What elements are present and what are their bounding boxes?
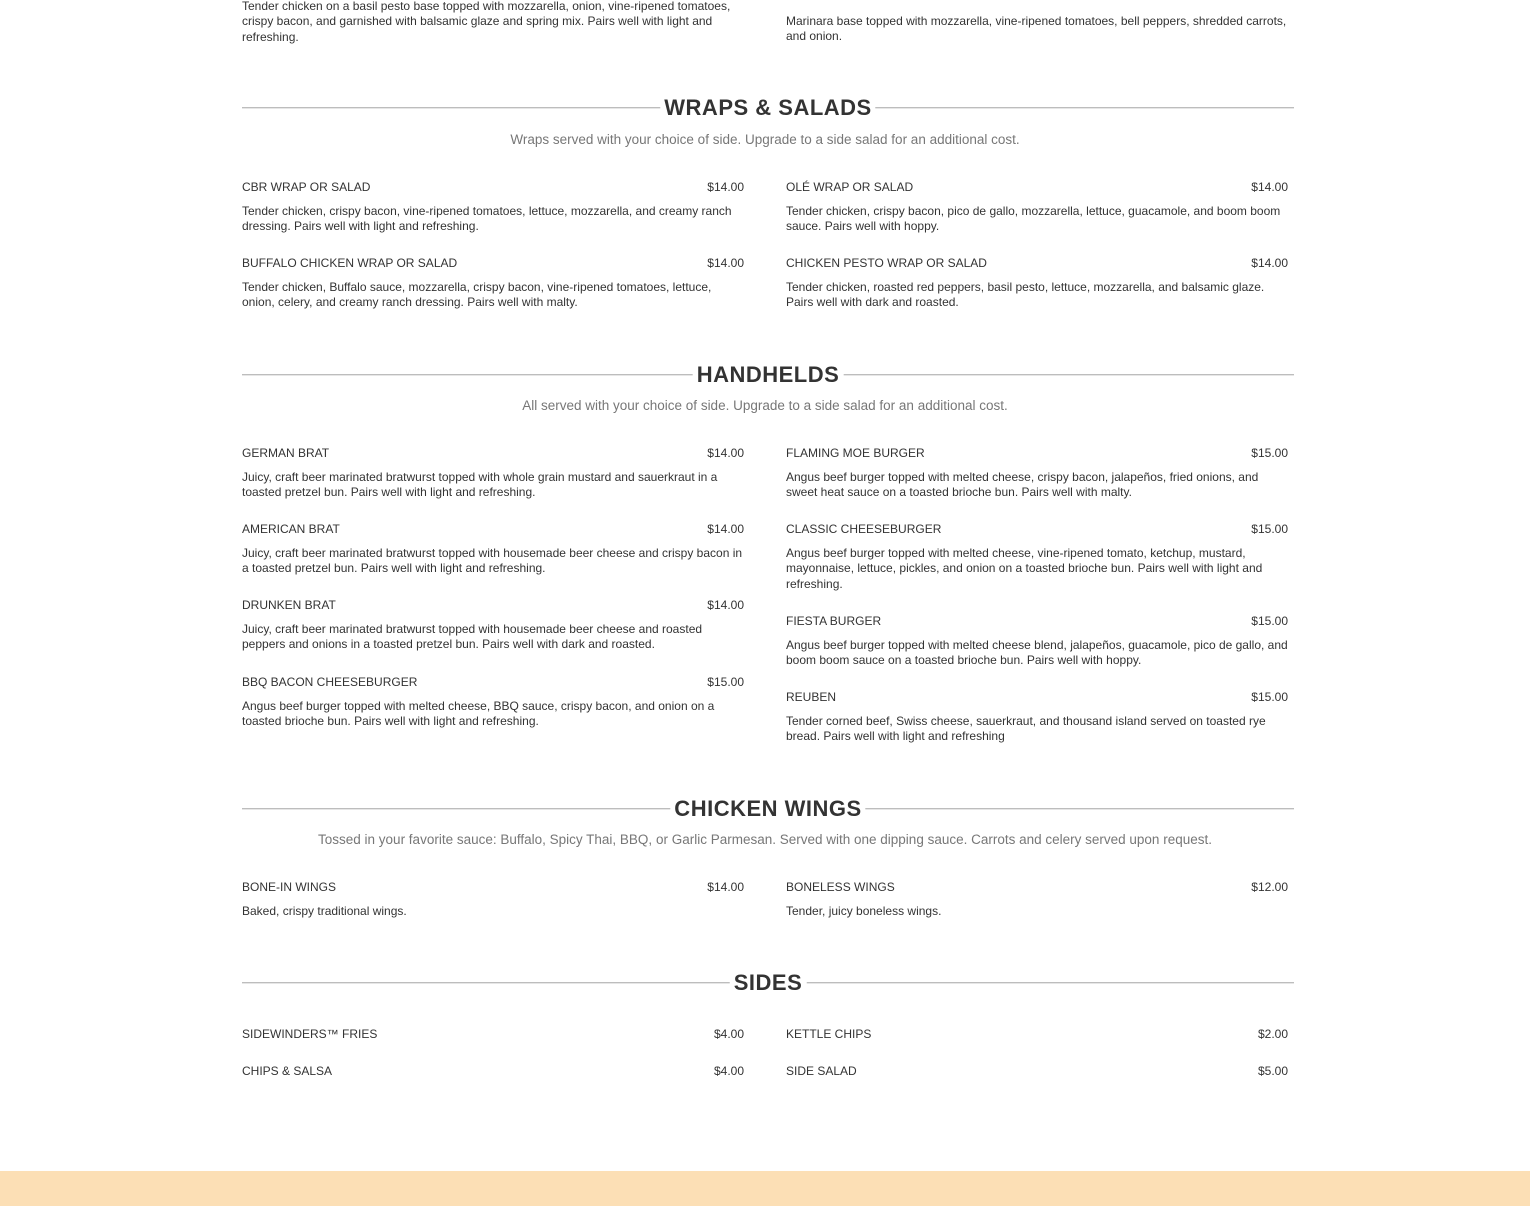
section-header-wings	[242, 794, 1294, 824]
section-header-wraps	[242, 93, 1294, 123]
item-description: Marinara base topped with mozzarella, vine-ripened tomatoes, bell peppers, shredded carrots, and onion.	[786, 14, 1287, 44]
item-description: Baked, crispy traditional wings.	[242, 904, 407, 918]
item-price: $4.00	[713, 1027, 744, 1041]
menu-item	[242, 1027, 744, 1041]
item-name: CHICKEN PESTO WRAP OR SALAD	[786, 256, 987, 270]
item-description: Angus beef burger topped with melted cheese, BBQ sauce, crispy bacon, and onion on a toasted brioche bun. Pairs well with light and refreshing.	[242, 699, 715, 729]
menu-item	[786, 1064, 1288, 1078]
item-name: BBQ BACON CHEESEBURGER	[242, 675, 418, 689]
item-price: $15.00	[1251, 690, 1288, 704]
item-description: Angus beef burger topped with melted cheese, crispy bacon, jalapeños, fried onions, and sweet heat sauce on a toasted brioche bun. Pairs well with malty.	[786, 470, 1259, 500]
item-name: BONELESS WINGS	[786, 880, 895, 894]
item-price: $14.00	[707, 446, 744, 460]
item-name: SIDEWINDERS™ FRIES	[242, 1027, 378, 1041]
menu-item	[242, 446, 744, 501]
item-name: SIDE SALAD	[786, 1064, 857, 1078]
item-description: Tender chicken, Buffalo sauce, mozzarella, crispy bacon, vine-ripened tomatoes, lettuce, onion, celery, and creamy ranch dressing. Pairs well with malty.	[242, 280, 712, 310]
section-header-sides	[242, 968, 1294, 998]
section-subtitle: Wraps served with your choice of side. Upgrade to a side salad for an additional cost.	[510, 132, 1020, 147]
section-subtitle: Tossed in your favorite sauce: Buffalo, Spicy Thai, BBQ, or Garlic Parmesan. Served with one dipping sauce. Carrots and celery served upon request.	[318, 832, 1212, 847]
item-price: $2.00	[1257, 1027, 1288, 1041]
item-price: $15.00	[1251, 522, 1288, 536]
item-price: $14.00	[707, 598, 744, 612]
item-price: $14.00	[707, 880, 744, 894]
menu-item	[786, 446, 1288, 501]
menu-item	[786, 180, 1288, 235]
section-subtitle: All served with your choice of side. Upgrade to a side salad for an additional cost.	[522, 398, 1008, 413]
item-price: $14.00	[1251, 256, 1288, 270]
menu-item	[242, 880, 744, 919]
menu-item	[786, 522, 1288, 592]
section-title: CHICKEN WINGS	[670, 794, 865, 824]
item-price: $12.00	[1251, 880, 1288, 894]
item-name: DRUNKEN BRAT	[242, 598, 336, 612]
item-description: Tender chicken, roasted red peppers, basil pesto, lettuce, mozzarella, and balsamic glaze. Pairs well with dark and roasted.	[786, 280, 1265, 310]
item-price: $15.00	[1251, 614, 1288, 628]
item-price: $14.00	[707, 522, 744, 536]
item-description: Tender corned beef, Swiss cheese, sauerkraut, and thousand island served on toasted rye bread. Pairs well with light and refreshing	[786, 714, 1266, 744]
item-name: OLÉ WRAP OR SALAD	[786, 180, 914, 194]
item-description: Angus beef burger topped with melted cheese, vine-ripened tomato, ketchup, mustard, mayonnaise, lettuce, pickles, and onion on a toasted brioche bun. Pairs well with light and refreshing.	[786, 546, 1263, 591]
item-description: Tender chicken on a basil pesto base topped with mozzarella, onion, vine-ripened tomatoes, crispy bacon, and garnished with balsamic glaze and spring mix. Pairs well with light and refreshing.	[242, 0, 731, 44]
footer-bar	[0, 1171, 1530, 1206]
menu-item	[242, 522, 744, 577]
item-price: $14.00	[707, 256, 744, 270]
item-price: $4.00	[713, 1064, 744, 1078]
item-name: KETTLE CHIPS	[786, 1027, 872, 1041]
item-price: $15.00	[707, 675, 744, 689]
item-name: CHIPS & SALSA	[242, 1064, 333, 1078]
menu-item	[786, 1027, 1288, 1041]
menu-item	[242, 180, 744, 235]
item-description: Angus beef burger topped with melted cheese blend, jalapeños, guacamole, pico de gallo, and boom boom sauce on a toasted brioche bun. Pairs well with hoppy.	[786, 638, 1288, 668]
section-title: WRAPS & SALADS	[660, 93, 875, 123]
item-description: Juicy, craft beer marinated bratwurst topped with housemade beer cheese and crispy bacon in a toasted pretzel bun. Pairs well with light and refreshing.	[242, 546, 743, 576]
item-name: BUFFALO CHICKEN WRAP OR SALAD	[242, 256, 458, 270]
item-name: AMERICAN BRAT	[242, 522, 340, 536]
item-description: Juicy, craft beer marinated bratwurst topped with whole grain mustard and sauerkraut in a toasted pretzel bun. Pairs well with light and refreshing.	[242, 470, 718, 500]
item-price: $15.00	[1251, 446, 1288, 460]
item-name: CLASSIC CHEESEBURGER	[786, 522, 942, 536]
item-price: $14.00	[1251, 180, 1288, 194]
menu-item	[242, 675, 744, 730]
item-name: REUBEN	[786, 690, 837, 704]
menu-item	[786, 614, 1288, 669]
menu-item	[786, 880, 1288, 919]
item-name: FLAMING MOE BURGER	[786, 446, 925, 460]
menu-item	[242, 256, 744, 311]
menu-item	[786, 690, 1288, 745]
item-description: Tender chicken, crispy bacon, vine-ripened tomatoes, lettuce, mozzarella, and creamy ranch dressing. Pairs well with light and refreshing.	[242, 204, 732, 234]
menu-item	[242, 0, 744, 45]
item-description: Juicy, craft beer marinated bratwurst topped with housemade beer cheese and roasted peppers and onions in a toasted pretzel bun. Pairs well with dark and roasted.	[242, 622, 703, 652]
section-title: SIDES	[730, 968, 807, 998]
item-name: BONE-IN WINGS	[242, 880, 337, 894]
menu-item	[786, 256, 1288, 311]
item-name: CBR WRAP OR SALAD	[242, 180, 371, 194]
menu-item	[242, 598, 744, 653]
item-description: Tender chicken, crispy bacon, pico de gallo, mozzarella, lettuce, guacamole, and boom boom sauce. Pairs well with hoppy.	[786, 204, 1281, 234]
item-description: Tender, juicy boneless wings.	[786, 904, 942, 918]
item-name: FIESTA BURGER	[786, 614, 882, 628]
section-header-handhelds	[242, 360, 1294, 390]
menu-item	[786, 14, 1288, 45]
item-name: GERMAN BRAT	[242, 446, 330, 460]
item-price: $5.00	[1257, 1064, 1288, 1078]
menu-item	[242, 1064, 744, 1078]
item-price: $14.00	[707, 180, 744, 194]
section-title: HANDHELDS	[693, 360, 844, 390]
